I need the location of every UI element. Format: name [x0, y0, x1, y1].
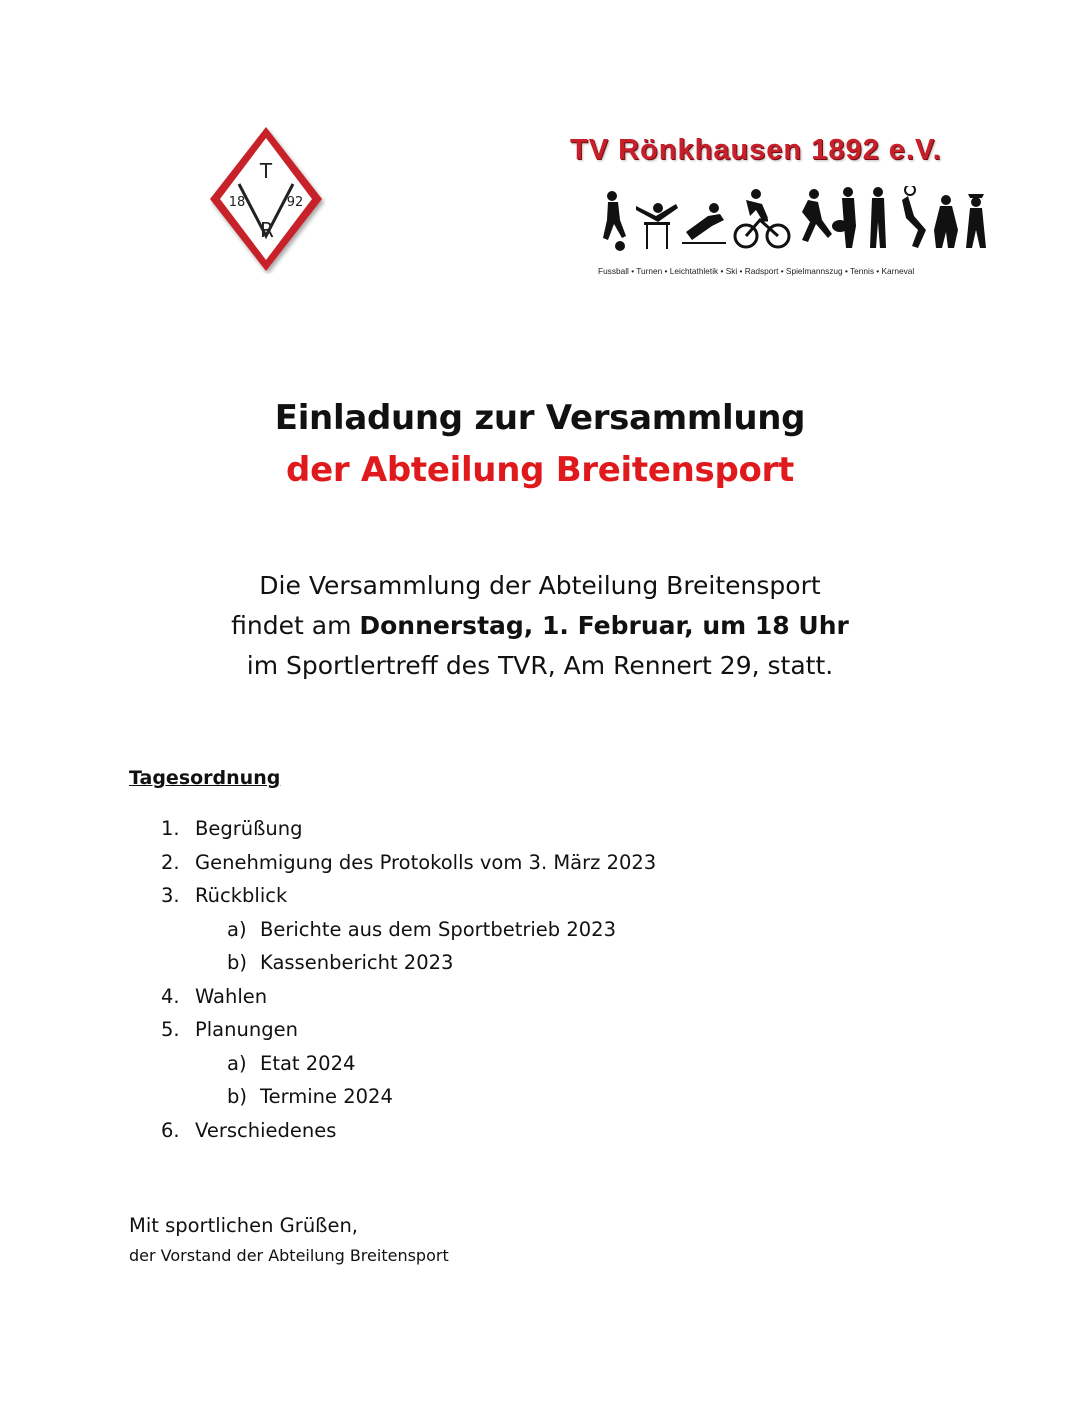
club-name: TV Rönkhausen 1892 e.V. — [570, 134, 942, 166]
agenda-item-text: Wahlen — [195, 984, 268, 1008]
musicians-icon — [870, 187, 886, 248]
drummer-icon — [832, 187, 856, 248]
runner-icon — [802, 189, 832, 242]
closing-signature: der Vorstand der Abteilung Breitensport — [129, 1246, 449, 1265]
logo-top-letter: T — [259, 159, 273, 183]
page-title — [0, 392, 1080, 496]
agenda-item — [0, 879, 1080, 913]
club-banner — [570, 134, 1000, 284]
intro-line-1: Die Versammlung der Abteilung Breitensport — [259, 571, 821, 600]
cyclist-icon — [735, 189, 789, 247]
agenda-subitem — [0, 1080, 1080, 1114]
football-player-icon — [603, 191, 626, 251]
agenda-item-text: Rückblick — [195, 884, 288, 907]
closing — [129, 1210, 449, 1270]
intro-line-2-prefix: findet am — [231, 611, 360, 640]
agenda-item-number: 4. — [161, 984, 180, 1008]
agenda-item-number: 5. — [161, 1018, 180, 1041]
agenda-item — [0, 846, 1080, 880]
tvr-diamond-logo-icon — [206, 124, 326, 274]
agenda-item-text: Planungen — [195, 1018, 298, 1041]
agenda-subitem-letter: a) — [227, 1051, 247, 1075]
agenda-subitem — [0, 946, 1080, 980]
meeting-date-time: Donnerstag, 1. Februar, um 18 Uhr — [359, 611, 849, 640]
agenda-item — [0, 1013, 1080, 1047]
agenda-item — [0, 1114, 1080, 1148]
agenda-subitem-text: Berichte aus dem Sportbetrieb 2023 — [260, 917, 616, 941]
agenda-item-number: 6. — [161, 1118, 180, 1142]
title-line-2: der Abteilung Breitensport — [286, 450, 794, 490]
agenda-item-text: Genehmigung des Protokolls vom 3. März 2023 — [195, 850, 657, 874]
closing-greeting: Mit sportlichen Grüßen, — [129, 1214, 359, 1237]
agenda-subitem-text: Termine 2024 — [260, 1085, 393, 1108]
agenda-item-text: Verschiedenes — [195, 1118, 337, 1142]
logo-left-year: 18 — [228, 195, 246, 210]
agenda-item — [0, 980, 1080, 1014]
agenda-subitem-letter: b) — [227, 951, 247, 974]
agenda-item-number: 1. — [161, 817, 180, 840]
agenda-heading: Tagesordnung — [129, 767, 281, 789]
intro-line-2 — [0, 606, 1080, 646]
logo-bottom-letter: R — [260, 218, 274, 242]
agenda-item-number: 2. — [161, 850, 180, 874]
sports-list: Fussball • Turnen • Leichtathletik • Ski • Radsport • Spielmannszug • Tennis • Karneval — [598, 266, 915, 276]
agenda-item-number: 3. — [161, 884, 180, 907]
title-line-1: Einladung zur Versammlung — [274, 398, 806, 438]
logo-right-year: 92 — [286, 195, 304, 210]
agenda-subitem-letter: a) — [227, 917, 247, 941]
sports-silhouettes-image — [596, 186, 1000, 256]
agenda-item-text: Begrüßung — [195, 817, 303, 840]
agenda-item — [0, 812, 1080, 846]
club-logo — [206, 124, 326, 274]
carnival-dancers-icon — [934, 194, 986, 248]
intro-line-3: im Sportlertreff des TVR, Am Rennert 29, statt. — [246, 651, 834, 680]
gymnast-icon — [636, 203, 678, 249]
skier-icon — [682, 203, 726, 244]
tennis-player-icon — [902, 186, 926, 248]
agenda-subitem — [0, 1047, 1080, 1081]
agenda-subitem — [0, 913, 1080, 947]
agenda-list — [0, 812, 1080, 1147]
agenda-subitem-text: Kassenbericht 2023 — [260, 951, 454, 974]
agenda-subitem-letter: b) — [227, 1085, 247, 1108]
meeting-intro — [0, 566, 1080, 686]
agenda-subitem-text: Etat 2024 — [260, 1051, 356, 1075]
